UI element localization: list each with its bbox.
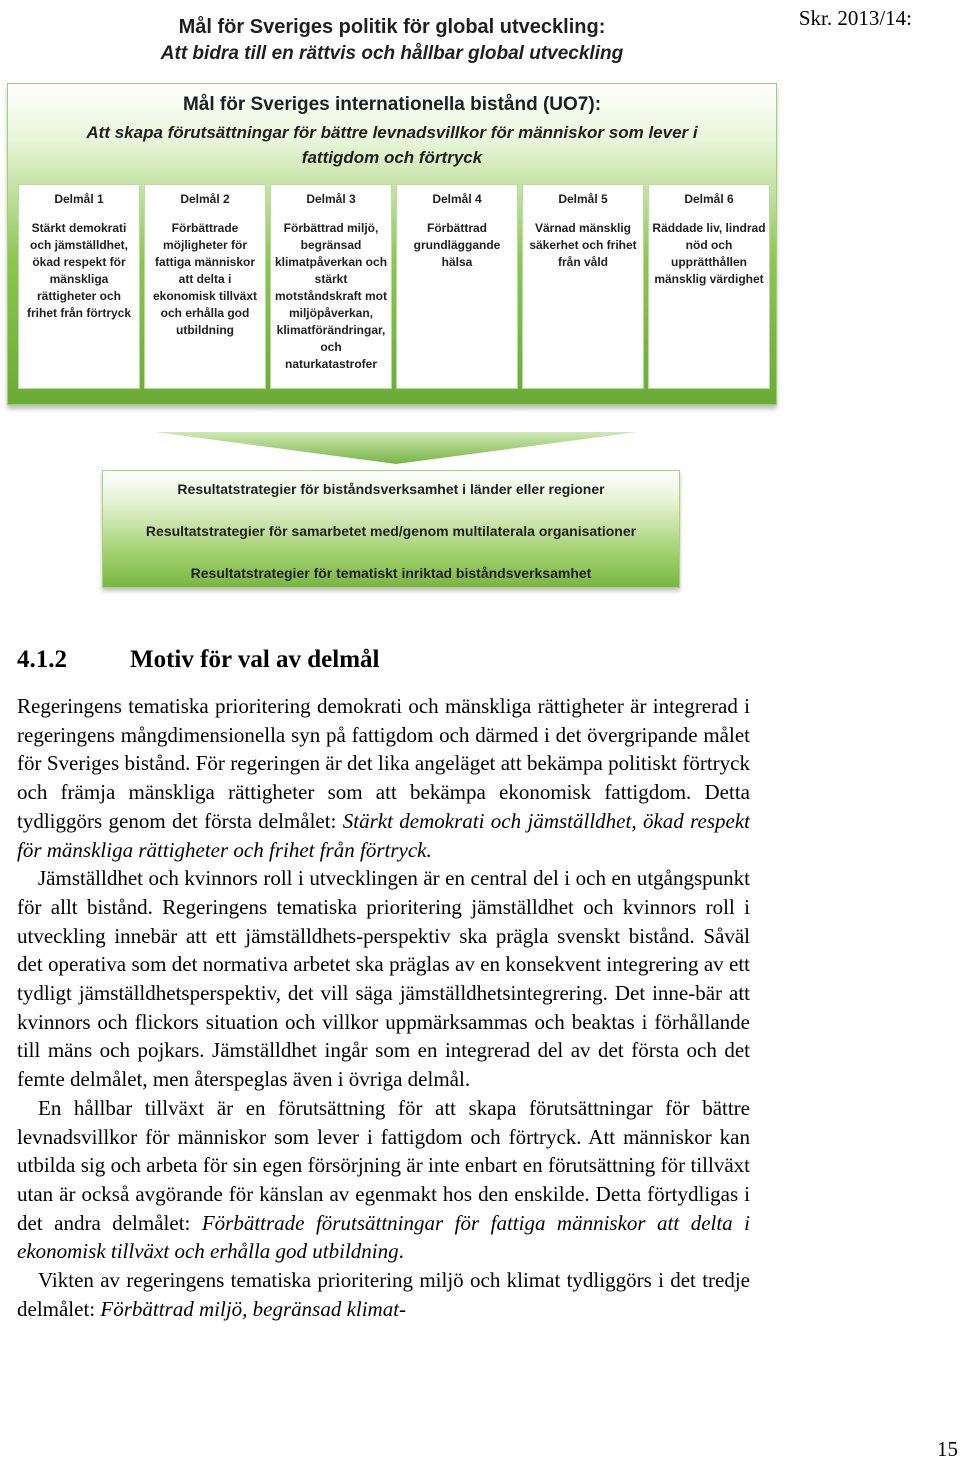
sub-goal-4 (396, 184, 518, 389)
sub-goal-title: Delmål 6 (684, 192, 734, 206)
paragraph-text: . (398, 1239, 404, 1264)
sub-goal-title: Delmål 1 (54, 192, 104, 206)
sub-goal-title: Delmål 4 (432, 192, 482, 206)
sub-goal-text: Förbättrade möjligheter för fattiga människor att delta i ekonomisk tillväxt och erhålla god utbildning (152, 221, 258, 337)
pgu-goal-box (7, 6, 777, 78)
uo7-goal-box (7, 83, 777, 405)
sub-goal-2 (144, 184, 266, 389)
sub-goal-title: Delmål 5 (558, 192, 608, 206)
strategy-multilateral: Resultatstrategier för samarbetet med/genom multilaterala organisationer (145, 523, 637, 539)
uo7-goal-title: Mål för Sveriges internationella bistånd (UO7): (182, 94, 602, 115)
sub-goal-title: Delmål 3 (306, 192, 356, 206)
goal-quote: Stärkt demokrati och jämställdhet, ökad respekt för mänskliga rättigheter och frihet från förtryck. (17, 808, 750, 862)
section-number: 4.1.2 (17, 646, 67, 673)
sub-goal-text: Förbättrad miljö, begränsad klimatpåverkan och stärkt motståndskraft mot miljöpåverkan, klimatförändringar, och naturkatastrofer (274, 221, 388, 371)
sub-goal-1 (18, 184, 140, 389)
uo7-goal-subtitle: Att skapa förutsättningar för bättre levnadsvillkor för människor som lever i fattigdom och förtryck (86, 123, 698, 167)
strategy-countries: Resultatstrategier för biståndsverksamhet i länder eller regioner (177, 481, 605, 497)
sub-goal-text: Värnad mänsklig säkerhet och frihet från våld (529, 221, 637, 269)
strategy-thematic: Resultatstrategier för tematiskt inriktad biståndsverksamhet (190, 565, 592, 581)
paragraph-text: Regeringens tematiska prioritering demokrati och mänskliga rättigheter är integrerad i regeringens mångdimensionella syn på fattigdom och därmed i det övergripande målet för Sveriges bistånd. För regeringen är det lika angeläget att bekämpa politiskt förtryck och främja mänskliga rättigheter som att bekämpa ekonomisk fattigdom. Detta tydliggörs genom det första delmålet: (17, 694, 750, 833)
goal-quote: Förbättrad miljö, begränsad klimat- (100, 1296, 407, 1321)
sub-goal-5 (522, 184, 644, 389)
goal-hierarchy-figure (0, 0, 780, 600)
sub-goal-3 (270, 184, 392, 389)
paragraph (17, 692, 750, 864)
paragraph-text: Vikten av regeringens tematiska prioritering miljö och klimat tydliggörs i det tredje delmålet: (17, 1268, 750, 1321)
sub-goal-6 (648, 184, 770, 389)
document-reference: Skr. 2013/14: (798, 6, 912, 30)
paragraph (17, 1094, 750, 1266)
section-title: Motiv för val av delmål (130, 646, 380, 673)
sub-goal-text: Räddade liv, lindrad nöd och upprätthållen mänsklig värdighet (652, 221, 766, 286)
goal-quote: Förbättrade förutsättningar för fattiga människor att delta i ekonomisk tillväxt och erhålla god utbildning (17, 1210, 750, 1264)
sub-goals-row (18, 184, 770, 389)
pgu-goal-title: Mål för Sveriges politik för global utveckling: (178, 16, 606, 38)
strategies-box (102, 470, 680, 588)
page-number: 15 (937, 1437, 958, 1461)
body-text (17, 692, 750, 1323)
paragraph-text: En hållbar tillväxt är en förutsättning för att skapa förutsättningar för bättre levnadsvillkor för människor som lever i fattigdom och förtryck. Att människor kan utbilda sig och arbeta för sin egen försörjning är inte enbart en förutsättning för tillväxt utan är också avgörande för känslan av egenmakt hos den enskilde. Detta förtydligas i det andra delmålet: (17, 1095, 750, 1235)
sub-goal-title: Delmål 2 (180, 192, 230, 206)
sub-goal-text: Förbättrad grundläggande hälsa (413, 221, 501, 269)
down-arrow-icon (155, 432, 637, 464)
sub-goal-text: Stärkt demokrati och jämställdhet, ökad respekt för mänskliga rättigheter och frihet från förtryck (26, 221, 132, 320)
paragraph (17, 1266, 750, 1323)
section-heading (17, 646, 380, 674)
pgu-goal-subtitle: Att bidra till en rättvis och hållbar global utveckling (160, 43, 624, 64)
paragraph: Jämställdhet och kvinnors roll i utvecklingen är en central del i och en utgångspunkt för allt bistånd. Regeringens tematiska prioritering jämställdhet och kvinnors roll i utveckling innebär att ett jämställdhets-perspektiv ska prägla svenskt bistånd. Såväl det operativa som det normativa arbetet ska präglas av en konsekvent integrering av ett tydligt jämställdhetsperspektiv, det vill säga jämställdhetsintegrering. Det inne-bär att kvinnors och flickors situation och villkor uppmärksammas och beaktas i förhållande till mäns och pojkars. Jämställdhet ingår som en integrerad del av det första och det femte delmålet, men återspeglas även i övriga delmål. (17, 866, 750, 1092)
